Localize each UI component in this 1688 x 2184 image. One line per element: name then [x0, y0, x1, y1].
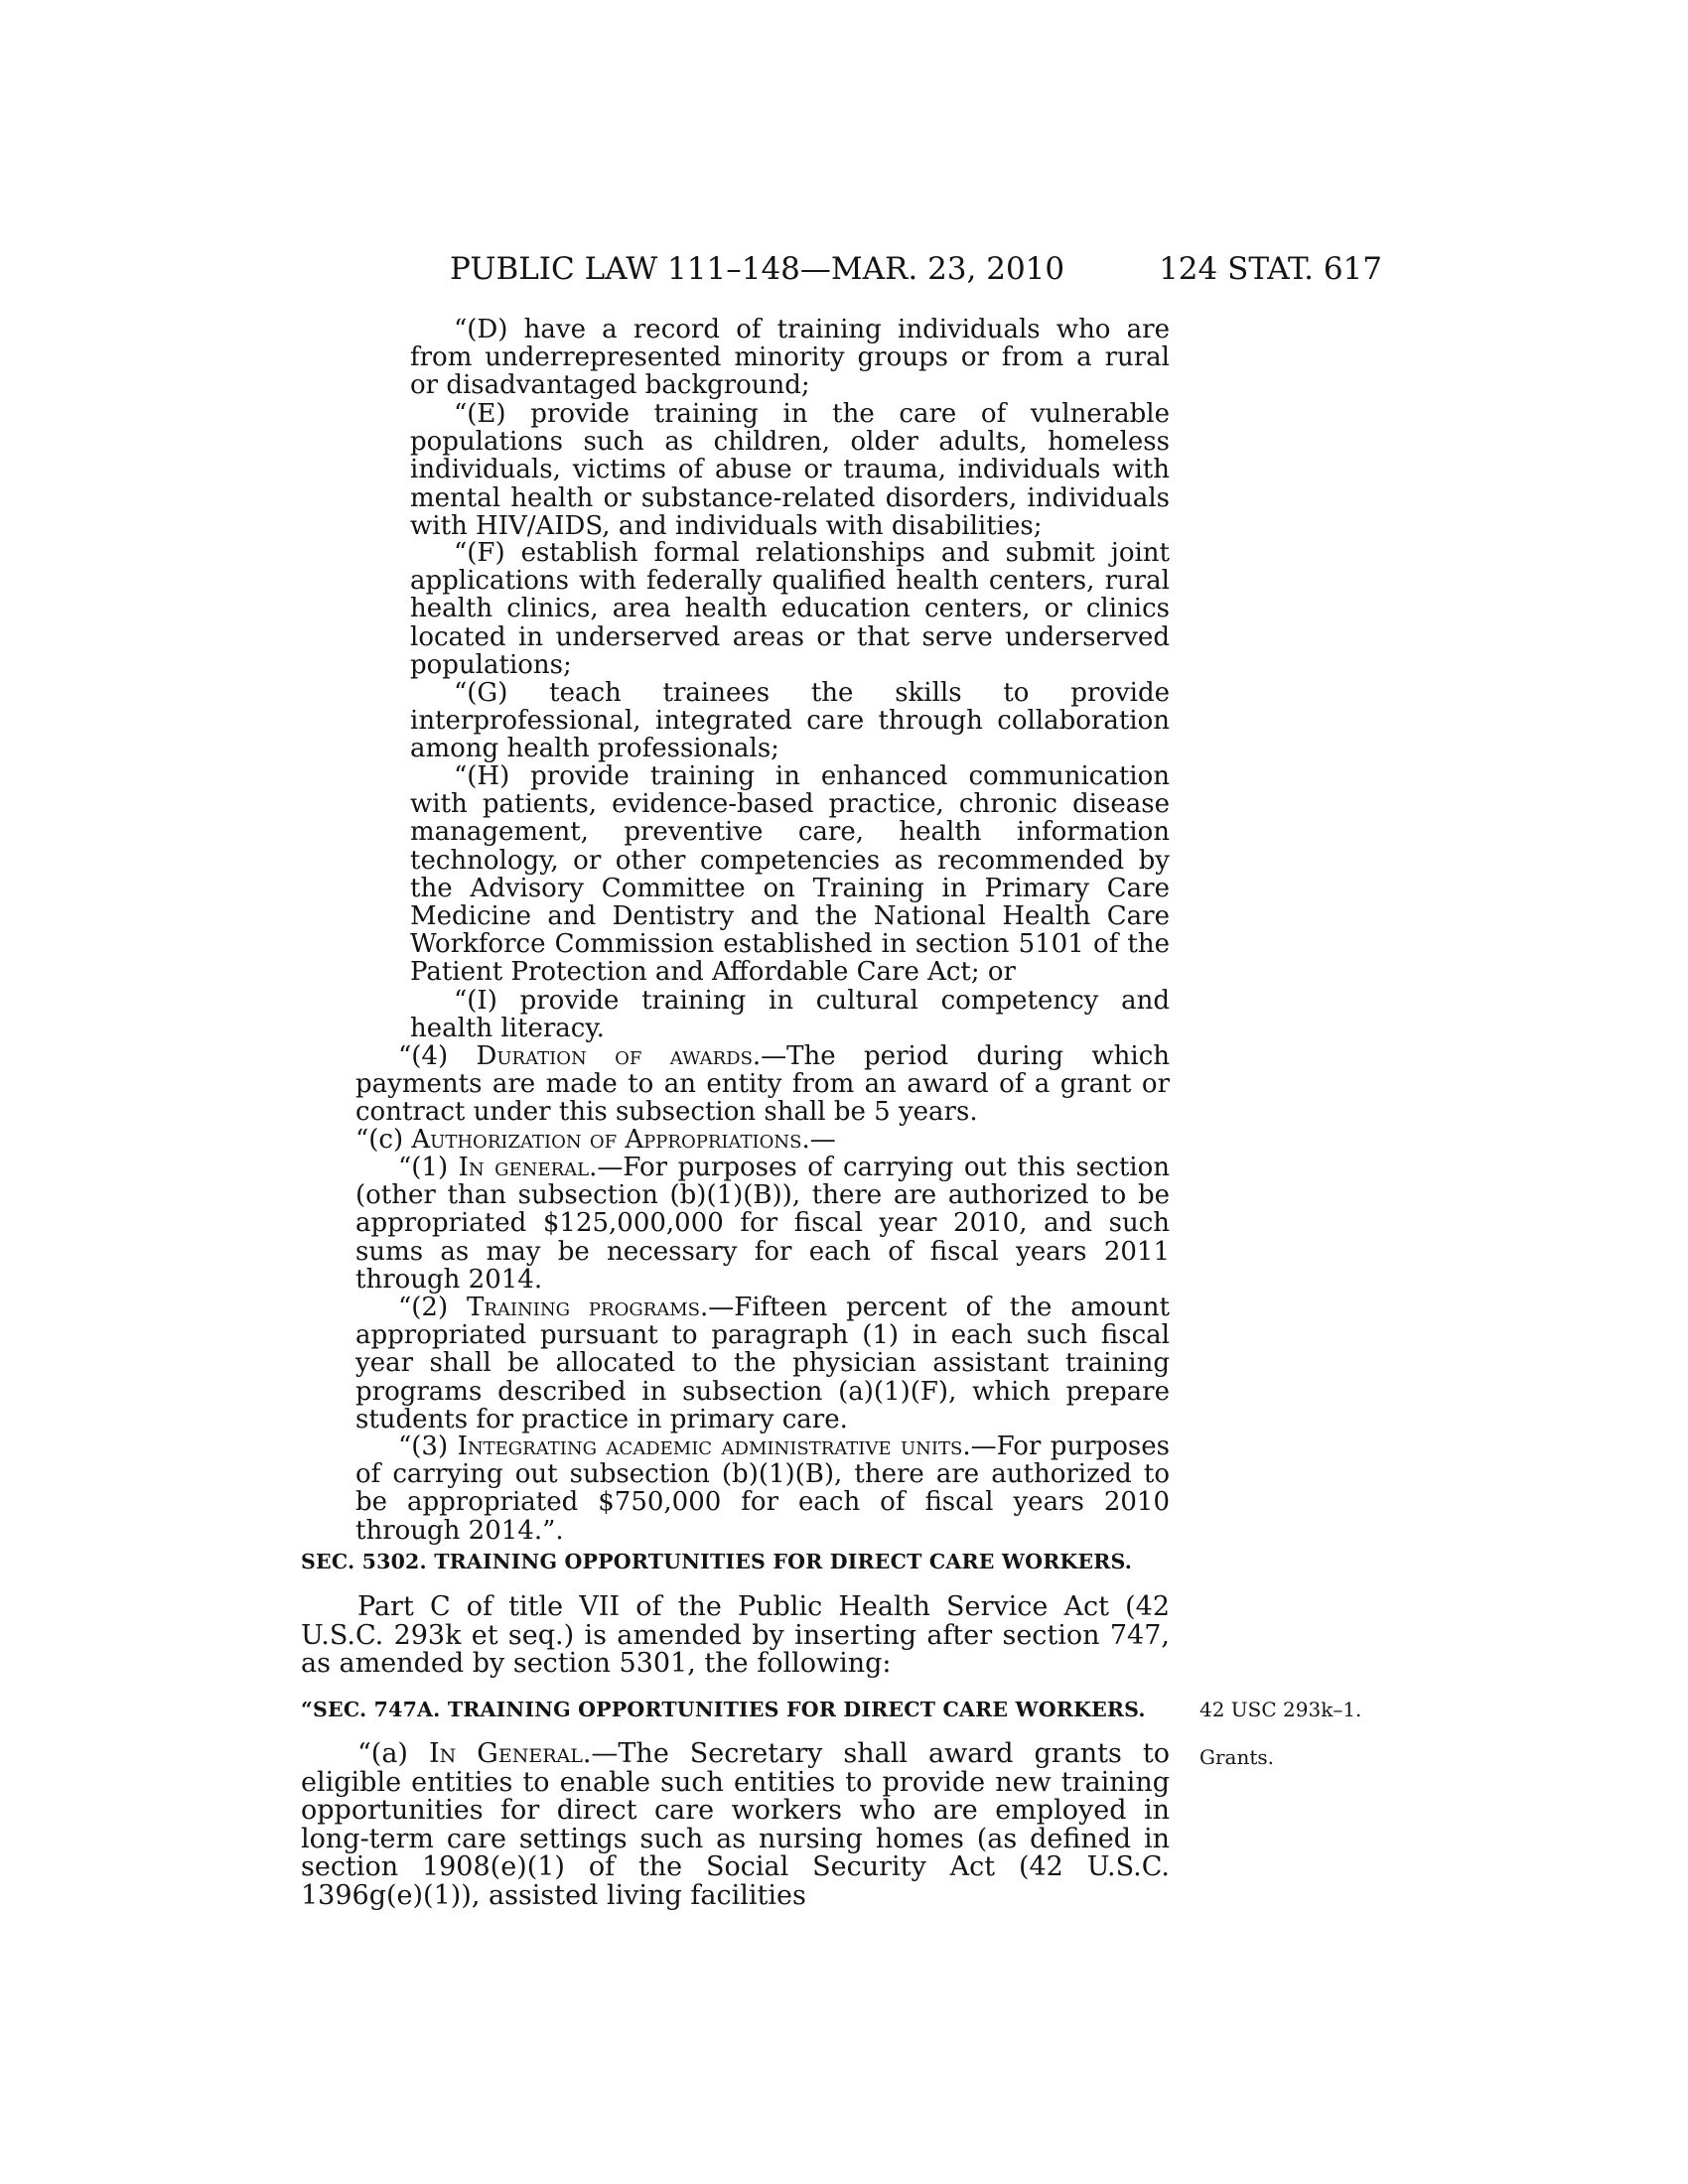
paragraph-heading: Duration of awards — [476, 1041, 753, 1071]
running-header-title: PUBLIC LAW 111–148—MAR. 23, 2010 — [450, 251, 1065, 287]
paragraph-1-in-general — [355, 1154, 1170, 1294]
margin-note-usc: 42 USC 293k–1. — [1199, 1698, 1362, 1721]
paragraph-heading: Integrating academic administrative units — [457, 1432, 963, 1461]
section-747a-heading: “SEC. 747A. TRAINING OPPORTUNITIES FOR DIRECT CARE WORKERS. — [301, 1698, 1146, 1721]
paragraph-2-training-programs — [355, 1294, 1170, 1433]
paragraph-text: .—Fifteen percent of the amount appropriated pursuant to paragraph (1) in each such fiscal year shall be allocated to the physician assistant training programs described in subsection (a)(1)(F), which prepare students for practice in primary care. — [355, 1293, 1170, 1434]
paragraph-text: .— — [801, 1125, 836, 1155]
paragraph-4-duration-of-awards — [355, 1042, 1170, 1127]
paragraph-text: .—For purposes of carrying out this section (other than subsection (b)(1)(B)), there are authorized to be appropriated $125,000,000 for fiscal year 2010, and such sums as may be necessary for each of fiscal years 2011 through 2014. — [355, 1153, 1171, 1295]
subsection-c-heading — [355, 1126, 1170, 1154]
subparagraph-h: “(H) provide training in enhanced communication with patients, evidence-based practice, chronic disease management, preventive care, health information technology, or other competencies as recommended by the Advisory Committee on Training in Primary Care Medicine and Dentistry and the National Health Care Workforce Commission established in section 5101 of the Patient Protection and Affordable Care Act; or — [410, 761, 1170, 988]
paragraph-prefix: “(2) — [398, 1293, 468, 1322]
paragraph-heading: In General — [428, 1738, 583, 1769]
running-header-page-number: 124 STAT. 617 — [1159, 251, 1382, 287]
paragraph-heading: Authorization of Appropriations — [411, 1125, 802, 1155]
subparagraph-g: “(G) teach trainees the skills to provide interprofessional, integrated care through collaboration among health professionals; — [410, 678, 1170, 764]
subsection-a-in-general — [301, 1740, 1170, 1910]
paragraph-heading: In general — [458, 1153, 590, 1182]
subparagraph-f: “(F) establish formal relationships and submit joint applications with federally qualified health centers, rural health clinics, area health education centers, or clinics located in underserved areas or that serve underserved populations; — [410, 538, 1170, 680]
paragraph-text: .—The Secretary shall award grants to eligible entities to enable such entities to provide new training opportunities for direct care workers who are employed in long-term care settings such as nursing homes (as defined in section 1908(e)(1) of the Social Security Act (42 U.S.C. 1396g(e)(1)), assisted living facilities — [301, 1738, 1170, 1911]
paragraph-prefix: “(a) — [357, 1738, 429, 1769]
paragraph-text: .—For purposes of carrying out subsection (b)(1)(B), there are authorized to be appropriated $750,000 for each of fiscal years 2010 through 2014.”. — [355, 1432, 1170, 1546]
margin-note-grants: Grants. — [1199, 1745, 1274, 1769]
paragraph-prefix: “(c) — [355, 1125, 412, 1155]
paragraph-prefix: “(3) — [398, 1432, 458, 1461]
paragraph-heading: Training programs — [467, 1293, 701, 1322]
subparagraph-e: “(E) provide training in the care of vulnerable populations such as children, older adults, homeless individuals, victims of abuse or trauma, individuals with mental health or substance-related disorders, individuals with HIV/AIDS, and individuals with disabilities; — [410, 399, 1170, 541]
paragraph-prefix: “(1) — [398, 1153, 459, 1182]
subparagraph-i: “(I) provide training in cultural competency and health literacy. — [410, 986, 1170, 1044]
paragraph-text: .—The period during which payments are made to an entity from an award of a grant or contract under this subsection shall be 5 years. — [355, 1041, 1171, 1128]
section-5302-heading: SEC. 5302. TRAINING OPPORTUNITIES FOR DIRECT CARE WORKERS. — [301, 1550, 1133, 1573]
section-5302-amendment-text: Part C of title VII of the Public Health Service Act (42 U.S.C. 293k et seq.) is amended by inserting after section 747, as amended by section 5301, the following: — [301, 1591, 1170, 1679]
paragraph-prefix: “(4) — [398, 1041, 477, 1071]
subparagraph-d: “(D) have a record of training individuals who are from underrepresented minority groups or from a rural or disadvantaged background; — [410, 315, 1170, 401]
paragraph-3-integrating-academic-units — [355, 1433, 1170, 1545]
